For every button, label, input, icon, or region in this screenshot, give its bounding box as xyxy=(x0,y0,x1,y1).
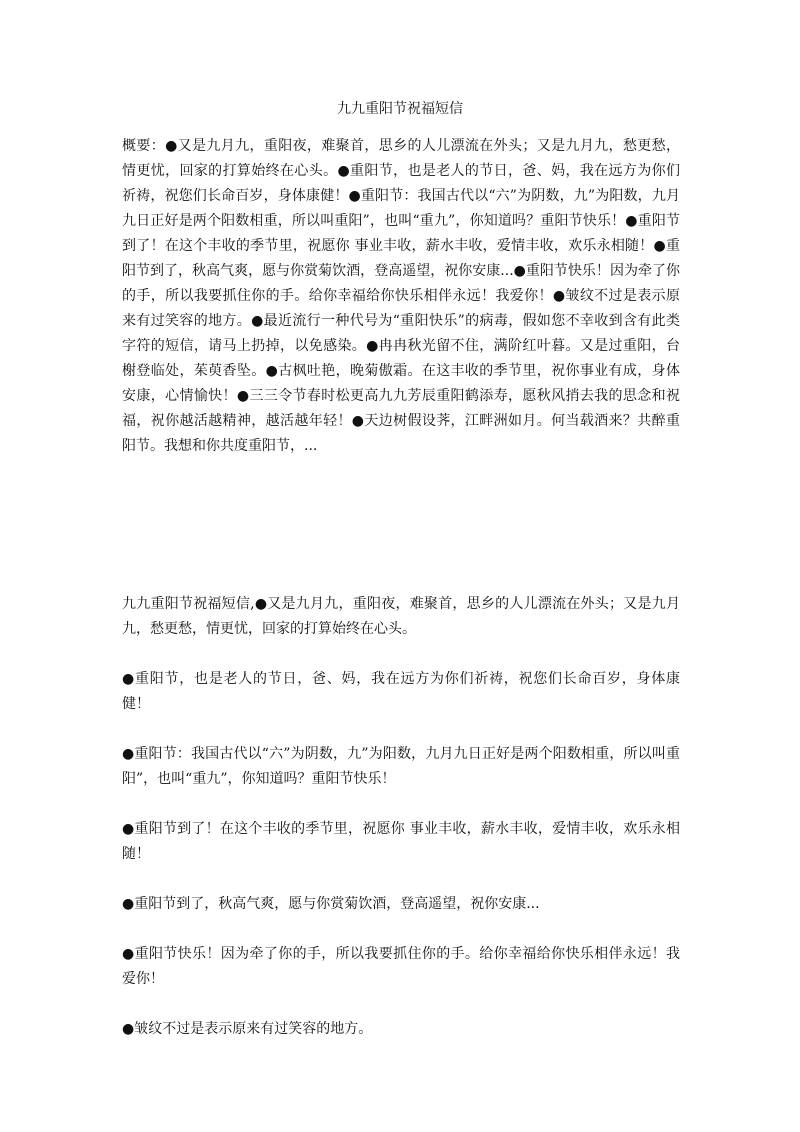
body-paragraph: ●重阳节：我国古代以“六”为阴数，九”为阳数，九月九日正好是两个阳数相重，所以叫重阳”，也叫“重九”，你知道吗？重阳节快乐！ xyxy=(122,746,680,787)
body-paragraph: ●重阳节，也是老人的节日，爸、妈，我在远方为你们祈祷，祝您们长命百岁，身体康健！ xyxy=(122,671,680,712)
body-paragraph: ●重阳节到了！在这个丰收的季节里，祝愿你 事业丰收，薪水丰收，爱情丰收，欢乐永相随！ xyxy=(122,821,680,862)
body-paragraph: ●皱纹不过是表示原来有过笑容的地方。 xyxy=(122,1021,373,1037)
document-title: 九九重阳节祝福短信 xyxy=(337,101,463,117)
body-paragraph: 九九重阳节祝福短信,●又是九月九，重阳夜，难聚首，思乡的人儿漂流在外头；又是九月九，愁更愁，情更忧，回家的打算始终在心头。 xyxy=(122,596,680,637)
summary-paragraph: 概要：●又是九月九，重阳夜，难聚首，思乡的人儿漂流在外头；又是九月九，愁更愁，情更忧，回家的打算始终在心头。●重阳节，也是老人的节日，爸、妈，我在远方为你们祈祷，祝您们长命百岁，身体康健！●重阳节：我国古代以“六”为阴数，九”为阳数，九月九日正好是两个阳数相重，所以叫重阳”，也叫“重九”，你知道吗？重阳节快乐！●重阳节到了！在这个丰收的季节里，祝愿你 事业丰收，薪水丰收，爱情丰收，欢乐永相随！●重阳节到了，秋高气爽，愿与你赏菊饮酒，登高遥望，祝你安康...●重阳节快乐！因为牵了你的手，所以我要抓住你的手。给你幸福给你快乐相伴永远！我爱你！●皱纹不过是表示原来有过笑容的地方。●最近流行一种代号为“重阳快乐”的病毒，假如您不幸收到含有此类字符的短信，请马上扔掉，以免感染。●冉冉秋光留不住，满阶红叶暮。又是过重阳，台榭登临处，茱萸香坠。●古枫吐艳，晚菊傲霜。在这丰收的季节里，祝你事业有成，身体安康，心情愉快！●三三令节春时松更高九九芳辰重阳鹤添寿，愿秋风捎去我的思念和祝福，祝你越活越精神，越活越年轻！●天边树假设荠，江畔洲如月。何当载酒来？共醉重阳节。我想和你共度重阳节，... xyxy=(122,138,680,454)
body-section xyxy=(122,592,680,1067)
body-paragraph: ●重阳节快乐！因为牵了你的手，所以我要抓住你的手。给你幸福给你快乐相伴永远！我爱你！ xyxy=(122,946,680,987)
body-paragraph: ●重阳节到了，秋高气爽，愿与你赏菊饮酒，登高遥望，祝你安康... xyxy=(122,896,540,912)
